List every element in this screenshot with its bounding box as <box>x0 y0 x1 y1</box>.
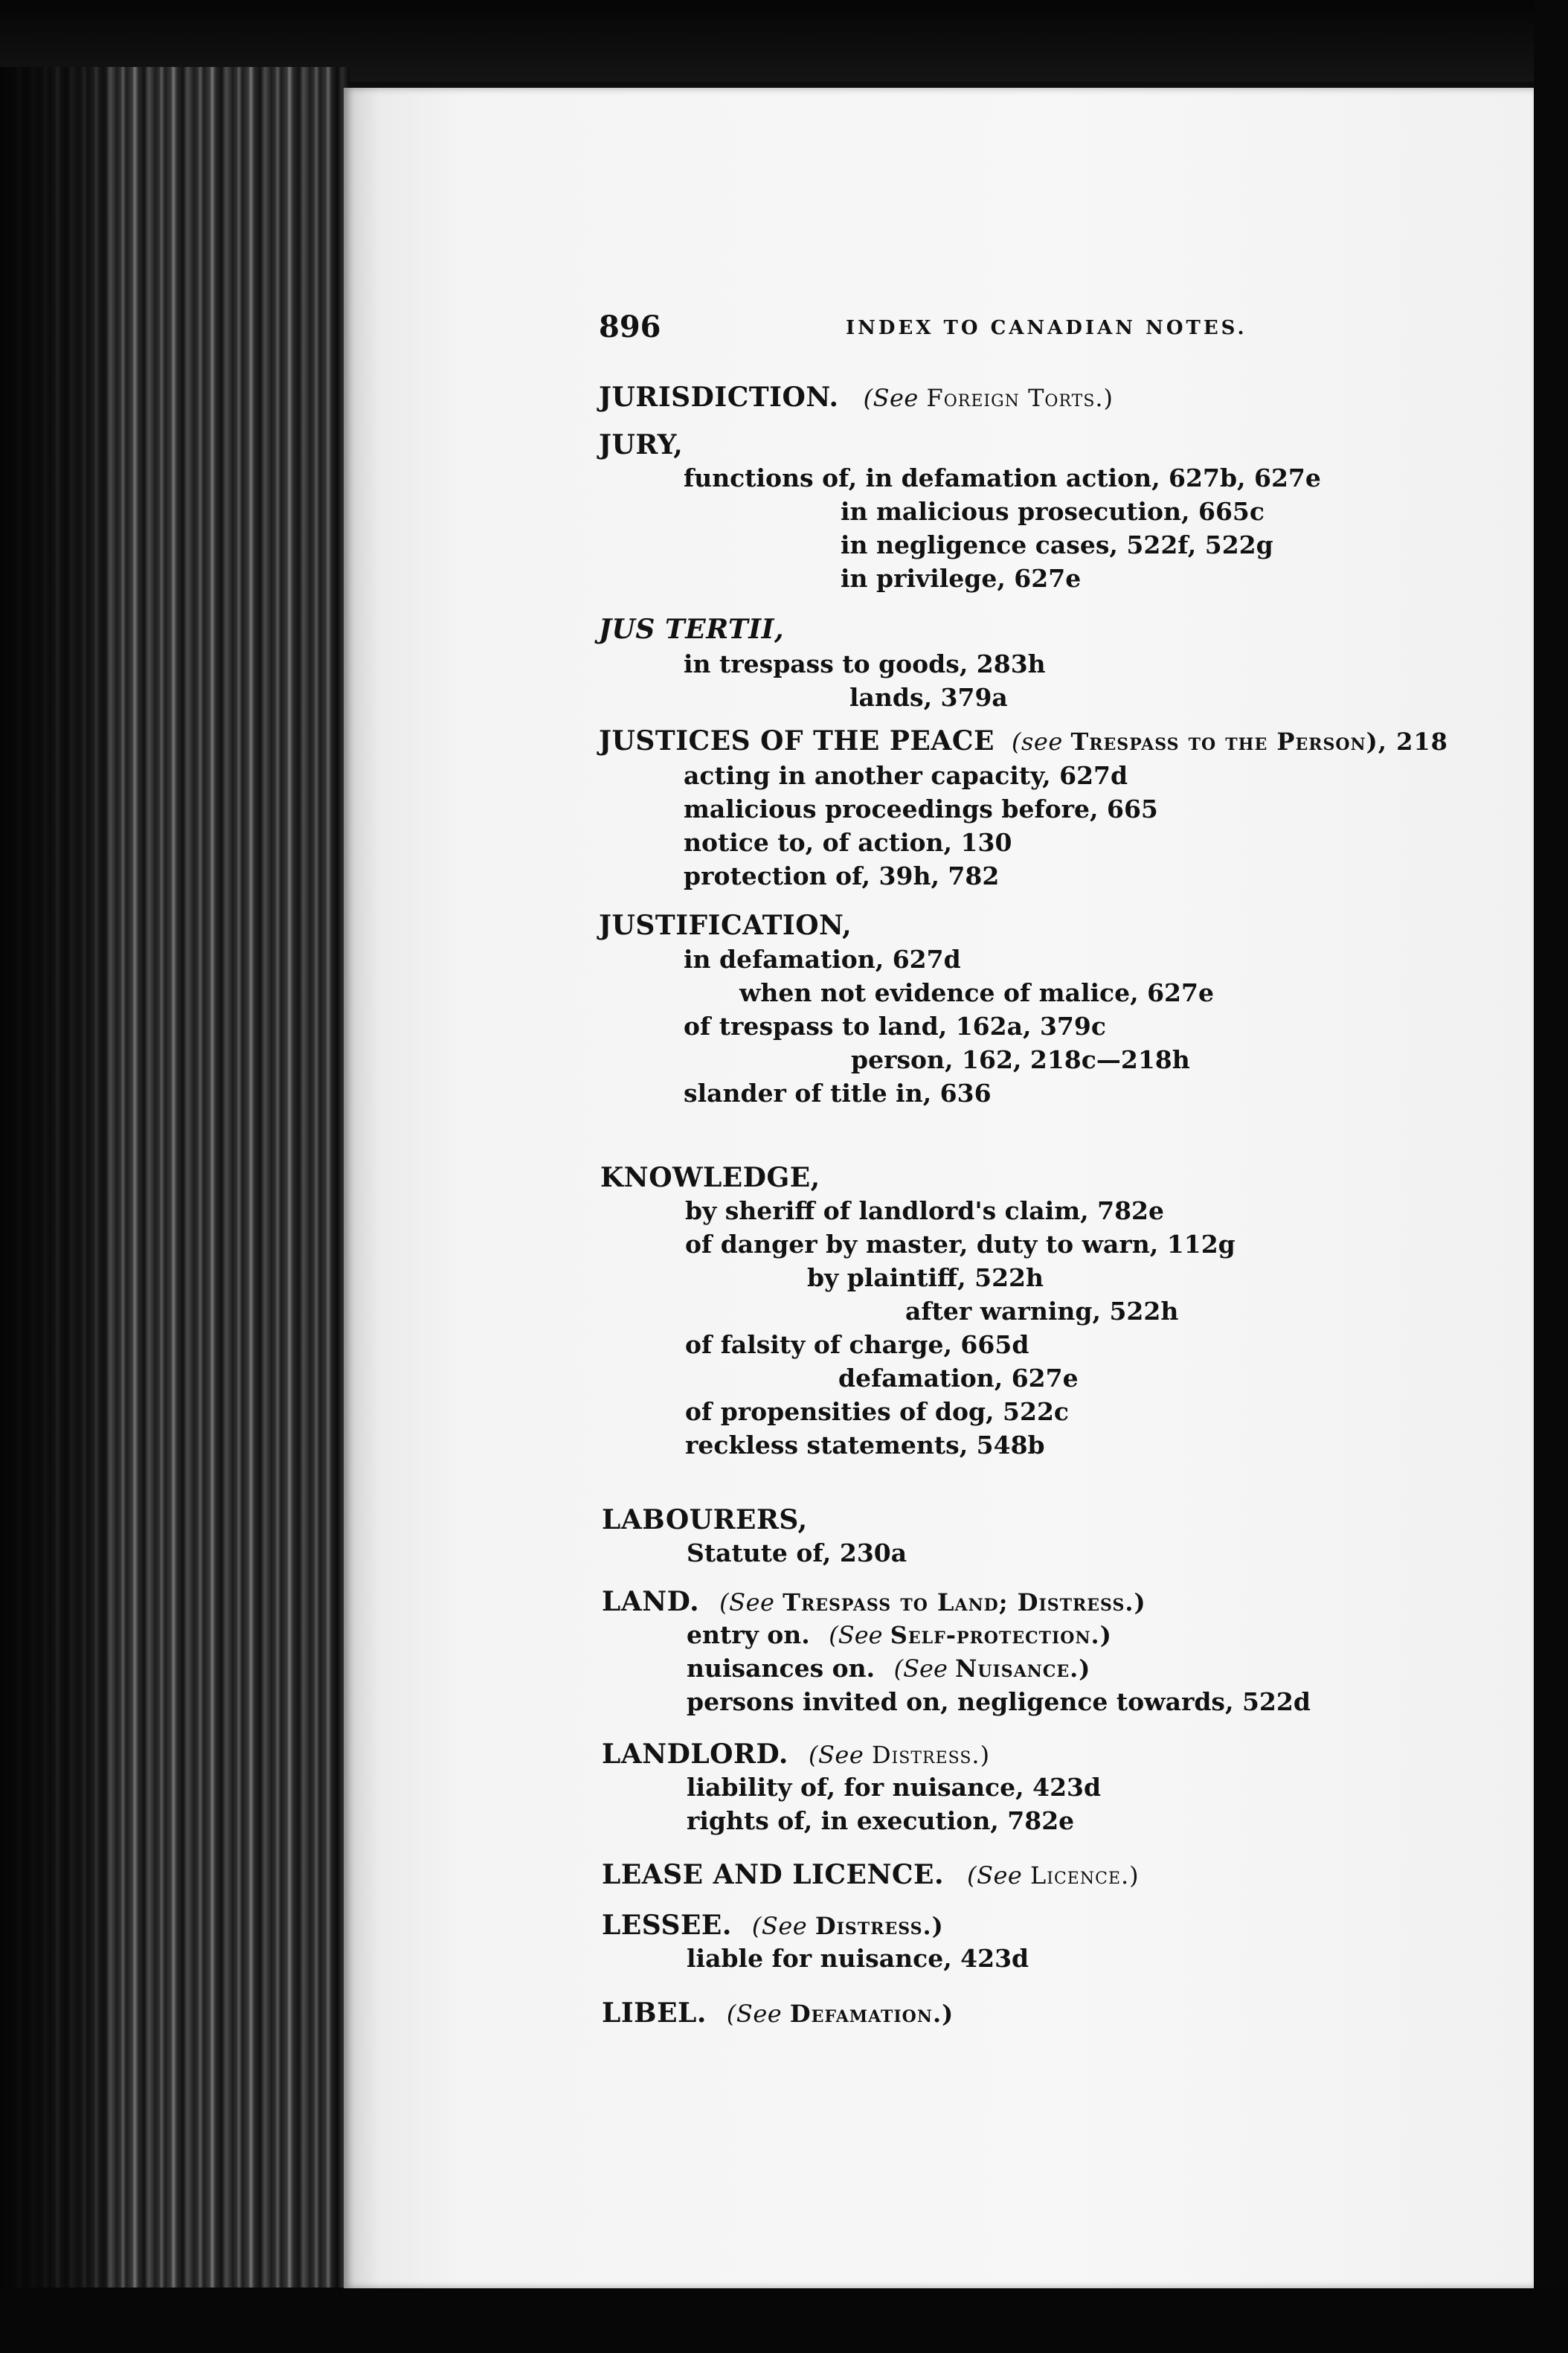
index-subentry: reckless statements, 548b <box>685 1431 1045 1460</box>
index-entry-justices-of-the-peace <box>599 725 1448 757</box>
index-entry-libel <box>602 1997 954 2029</box>
index-subentry: malicious proceedings before, 665 <box>684 795 1158 824</box>
see-reference: (see Trespass to the Person), 218 <box>1011 728 1448 756</box>
index-subentry: Statute of, 230a <box>687 1538 907 1567</box>
see-reference: (See Trespass to Land; Distress.) <box>719 1588 1146 1617</box>
index-subentry: in defamation, 627d <box>684 945 961 974</box>
index-subentry: by plaintiff, 522h <box>807 1263 1044 1292</box>
see-reference: (See Distress.) <box>751 1912 944 1940</box>
index-subentry: of propensities of dog, 522c <box>685 1397 1069 1426</box>
index-subentry: in trespass to goods, 283h <box>684 649 1046 678</box>
entry-heading: JUSTICES OF THE PEACE <box>599 725 995 757</box>
see-reference: (See Foreign Torts.) <box>863 384 1114 412</box>
index-subentry: in negligence cases, 522f, 522g <box>841 530 1273 559</box>
entry-heading: JURISDICTION. <box>599 382 839 413</box>
entry-heading: LEASE AND LICENCE. <box>602 1859 945 1890</box>
index-subentry: rights of, in execution, 782e <box>687 1806 1075 1835</box>
index-subentry: of falsity of charge, 665d <box>685 1330 1029 1359</box>
index-subentry: lands, 379a <box>849 683 1008 712</box>
index-subentry: in malicious prosecution, 665c <box>841 497 1265 526</box>
index-entry-land <box>602 1588 1146 1615</box>
index-entry-labourers: LABOURERS, <box>602 1504 808 1535</box>
index-entry-lessee <box>602 1912 944 1939</box>
index-entry-justification: JUSTIFICATION, <box>599 910 852 941</box>
running-head: INDEX TO CANADIAN NOTES. <box>846 317 1247 339</box>
page-number: 896 <box>599 309 661 344</box>
entry-heading: LIBEL. <box>602 1997 707 2029</box>
index-subentry: person, 162, 218c—218h <box>851 1045 1190 1074</box>
index-subentry: of trespass to land, 162a, 379c <box>684 1012 1106 1041</box>
see-reference: (See Distress.) <box>808 1741 991 1769</box>
book-page-edges <box>0 67 350 2291</box>
index-subentry: of danger by master, duty to warn, 112g <box>685 1230 1236 1259</box>
index-subentry: nuisances on. (See Nuisance.) <box>687 1654 1091 1683</box>
index-subentry: liability of, for nuisance, 423d <box>687 1773 1102 1802</box>
index-entry-knowledge: KNOWLEDGE, <box>600 1162 820 1193</box>
index-entry-lease-and-licence <box>602 1861 1140 1888</box>
index-subentry: slander of title in, 636 <box>684 1079 992 1108</box>
scan-bottom-border <box>0 2288 1568 2353</box>
index-subentry: entry on. (See Self-protection.) <box>687 1620 1112 1649</box>
index-subentry: notice to, of action, 130 <box>684 828 1012 857</box>
index-subentry: functions of, in defamation action, 627b, 627e <box>684 463 1321 492</box>
index-entry-jurisdiction <box>599 384 1114 411</box>
entry-heading: LAND. <box>602 1586 700 1617</box>
index-entry-jury: JURY, <box>599 429 684 460</box>
index-subentry: in privilege, 627e <box>841 564 1082 593</box>
scan-right-border <box>1534 0 1568 2353</box>
index-subentry: persons invited on, negligence towards, 522d <box>687 1687 1311 1716</box>
see-reference: (See Licence.) <box>967 1861 1140 1890</box>
entry-heading: LANDLORD. <box>602 1739 788 1770</box>
index-subentry: defamation, 627e <box>838 1364 1079 1393</box>
index-subentry: when not evidence of malice, 627e <box>739 978 1214 1007</box>
index-subentry: by sheriff of landlord's claim, 782e <box>685 1196 1164 1225</box>
index-subentry: protection of, 39h, 782 <box>684 861 1000 890</box>
index-subentry: after warning, 522h <box>905 1297 1179 1326</box>
book-page <box>344 88 1534 2288</box>
index-entry-jus-tertii: JUS TERTII, <box>599 614 784 645</box>
index-entry-landlord <box>602 1741 990 1768</box>
see-reference: (See Defamation.) <box>726 2000 954 2028</box>
index-subentry: acting in another capacity, 627d <box>684 761 1128 790</box>
entry-heading: LESSEE. <box>602 1910 732 1941</box>
page-edge-shadow <box>0 67 104 2291</box>
index-subentry: liable for nuisance, 423d <box>687 1944 1029 1973</box>
